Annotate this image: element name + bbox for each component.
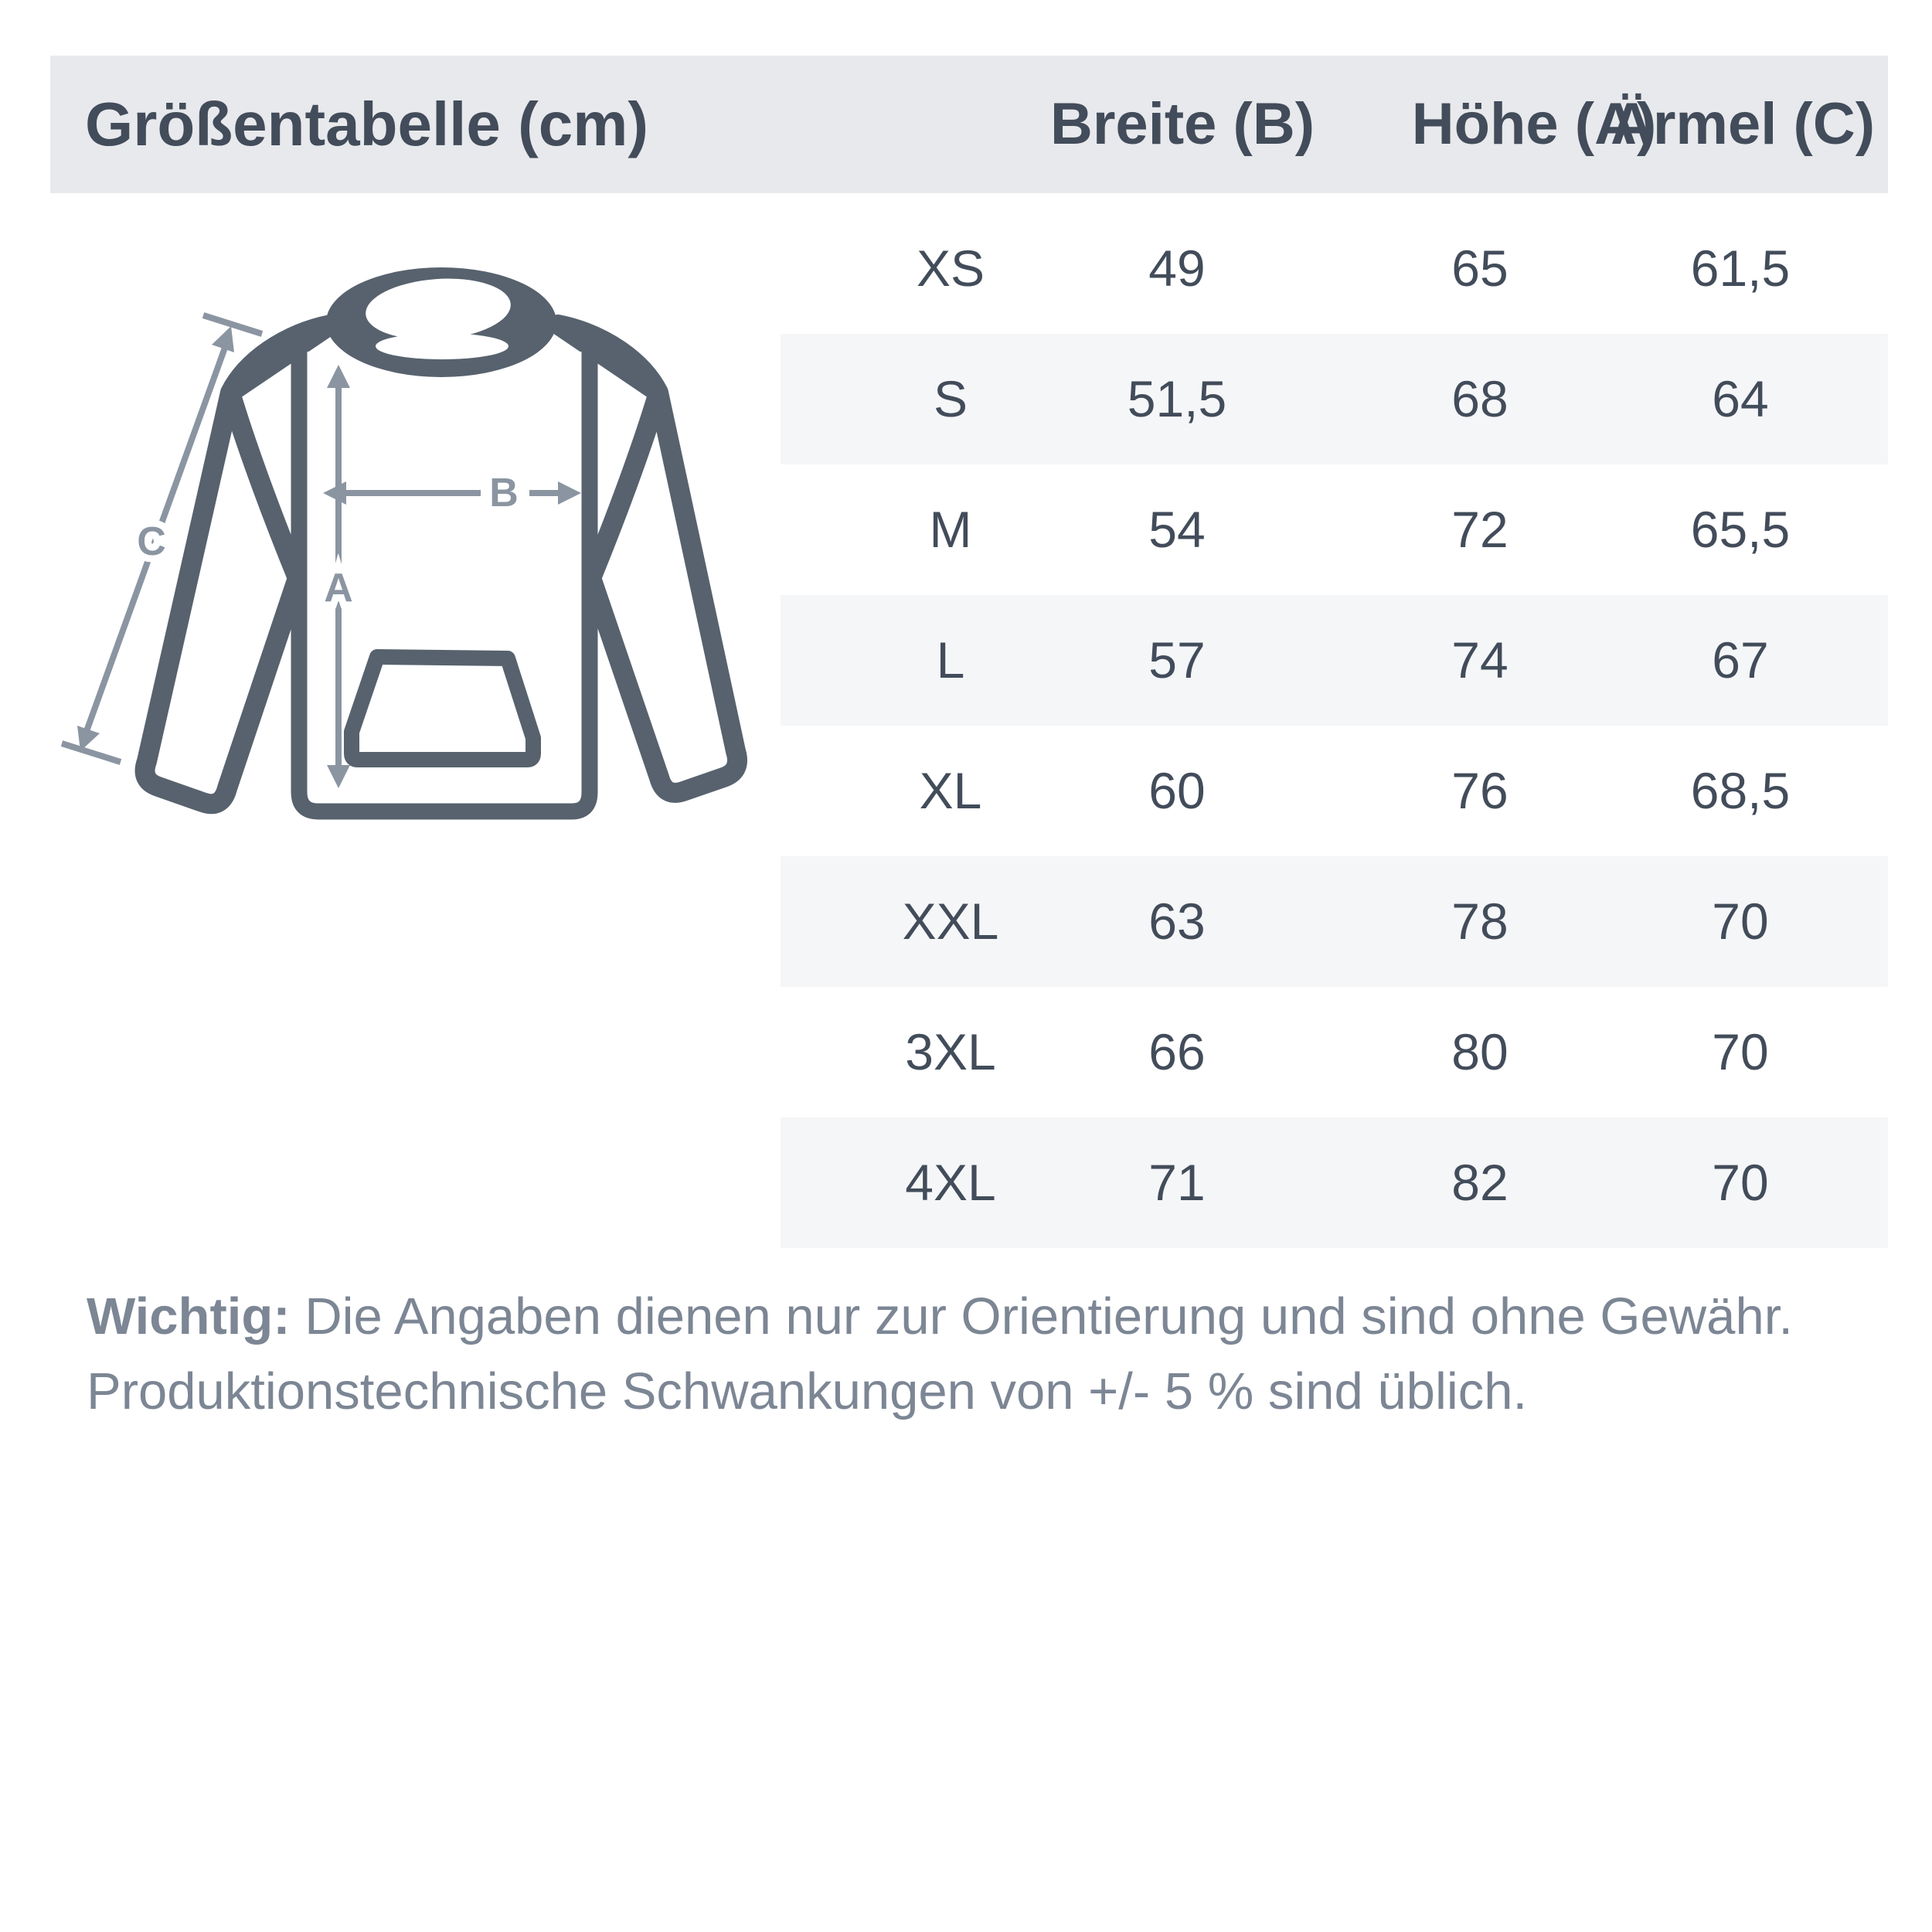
- hoehe-value: 76: [1451, 762, 1509, 819]
- measure-c-tick-bottom: [62, 743, 121, 762]
- disclaimer-line-1: [87, 1279, 1887, 1354]
- aermel-value: 67: [1712, 631, 1769, 689]
- breite-value: 49: [1148, 240, 1206, 297]
- measure-a-label: A: [324, 566, 353, 611]
- breite-value: 63: [1148, 893, 1206, 950]
- measure-c-label: C: [137, 519, 166, 564]
- table-row-l: [781, 595, 1888, 726]
- aermel-value: 65,5: [1690, 501, 1791, 558]
- breite-value: 57: [1148, 631, 1206, 689]
- breite-value: 54: [1148, 501, 1206, 558]
- table-row-s: [781, 334, 1888, 464]
- breite-value: 66: [1148, 1023, 1206, 1080]
- aermel-value: 70: [1712, 893, 1769, 950]
- measure-b-label: B: [489, 471, 519, 515]
- aermel-value: 70: [1712, 1154, 1769, 1211]
- size-label: M: [929, 501, 972, 558]
- size-chart-header: [50, 56, 1888, 193]
- hoehe-value: 82: [1451, 1154, 1509, 1211]
- table-row-xs: [781, 203, 1888, 334]
- size-label: XL: [919, 762, 982, 819]
- disclaimer-note: [87, 1279, 1887, 1429]
- table-row-m: [781, 464, 1888, 595]
- size-label: XXL: [902, 893, 999, 950]
- table-row-3xl: [781, 987, 1888, 1117]
- breite-value: 51,5: [1127, 370, 1227, 427]
- hood-collar-fold: [376, 333, 509, 359]
- column-header-aermel: Ärmel (C): [1610, 91, 1876, 157]
- size-label: XS: [916, 240, 985, 297]
- measure-c-arrowhead-up: [212, 326, 234, 352]
- hoodie-pocket: [352, 657, 533, 760]
- hoehe-value: 80: [1451, 1023, 1509, 1080]
- size-label: 4XL: [905, 1154, 996, 1211]
- aermel-value: 64: [1712, 370, 1769, 427]
- page-title: Größentabelle (cm): [85, 90, 649, 158]
- table-row-xl: [781, 726, 1888, 856]
- hoehe-value: 74: [1451, 631, 1509, 689]
- disclaimer-text-1: Die Angaben dienen nur zur Orientierung und sind ohne Gewähr.: [290, 1287, 1793, 1345]
- size-label: L: [936, 631, 965, 689]
- disclaimer-line-2: Produktionstechnische Schwankungen von +/- 5 % sind üblich.: [87, 1362, 1528, 1420]
- breite-value: 60: [1148, 762, 1206, 819]
- hoodie-measurement-diagram: [31, 185, 804, 912]
- column-header-hoehe: Höhe (A): [1411, 91, 1657, 157]
- size-label: S: [933, 370, 968, 427]
- hoehe-value: 65: [1451, 240, 1509, 297]
- table-row-4xl: [781, 1117, 1888, 1248]
- disclaimer-lead: Wichtig:: [87, 1287, 291, 1345]
- column-header-breite: Breite (B): [1049, 91, 1315, 157]
- hoehe-value: 78: [1451, 893, 1509, 950]
- table-row-xxl: [781, 856, 1888, 987]
- breite-value: 71: [1148, 1154, 1206, 1211]
- size-table: [781, 203, 1888, 1248]
- aermel-value: 61,5: [1690, 240, 1791, 297]
- size-label: 3XL: [905, 1023, 996, 1080]
- hoehe-value: 68: [1451, 370, 1509, 427]
- aermel-value: 70: [1712, 1023, 1769, 1080]
- measure-c-tick-top: [203, 315, 262, 334]
- hoehe-value: 72: [1451, 501, 1509, 558]
- aermel-value: 68,5: [1690, 762, 1791, 819]
